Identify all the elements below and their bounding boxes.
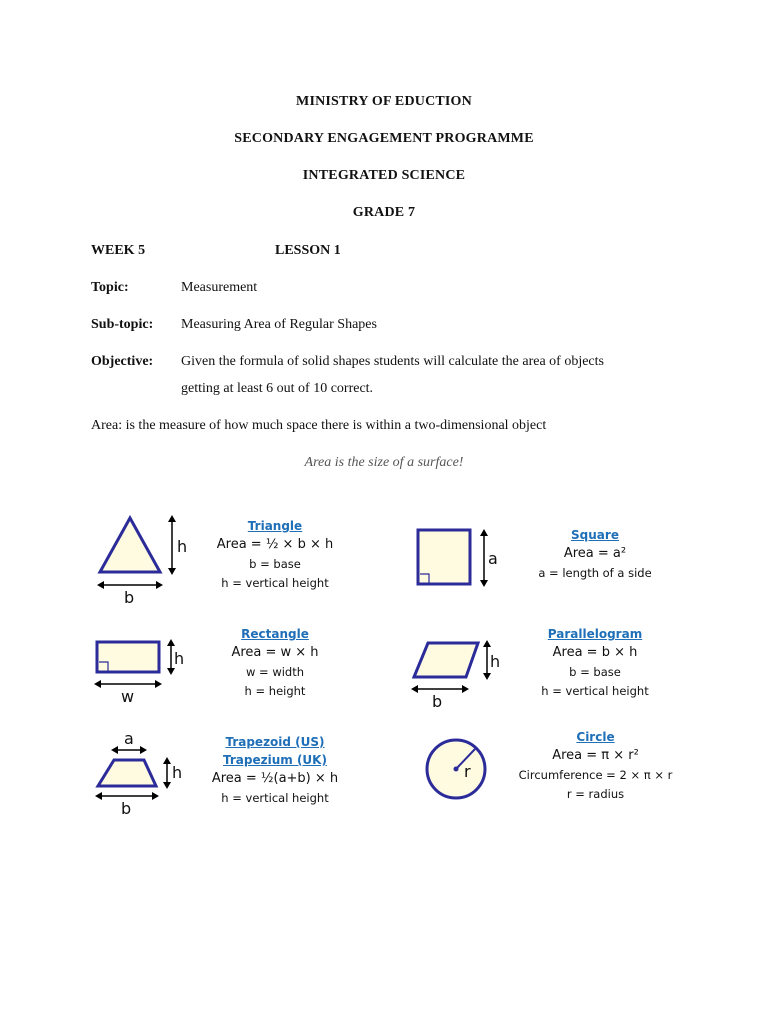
rectangle-caption bbox=[200, 625, 350, 701]
circle-name: Circle bbox=[576, 730, 615, 744]
subtopic-label: Sub-topic: bbox=[91, 317, 154, 332]
header-ministry: MINISTRY OF EDUCTION bbox=[296, 94, 472, 109]
circle-caption bbox=[508, 728, 683, 804]
objective-line-2: getting at least 6 out of 10 correct. bbox=[181, 381, 374, 396]
area-tagline: Area is the size of a surface! bbox=[304, 455, 464, 470]
triangle-formula: Area = ½ × b × h bbox=[216, 537, 334, 552]
rectangle-name: Rectangle bbox=[241, 627, 309, 641]
rectangle-var-w: w = width bbox=[245, 665, 305, 679]
parallelogram-var-b: b = base bbox=[569, 665, 621, 679]
shapes-panel bbox=[0, 500, 768, 830]
trapezoid-name-uk: Trapezium (UK) bbox=[223, 753, 327, 767]
parallelogram-name: Parallelogram bbox=[547, 627, 643, 641]
circle-figure bbox=[420, 734, 500, 804]
square-figure bbox=[410, 522, 505, 592]
objective-line-1: Given the formula of solid shapes students will calculate the area of objects bbox=[181, 354, 604, 369]
triangle-caption bbox=[200, 517, 350, 593]
circle-var-r: r = radius bbox=[566, 787, 625, 801]
area-definition: Area: is the measure of how much space there is within a two-dimensional object bbox=[91, 418, 547, 433]
trapezoid-figure bbox=[92, 728, 192, 818]
circle-formula: Area = π × r² bbox=[552, 748, 639, 763]
header-grade: GRADE 7 bbox=[352, 205, 416, 220]
square-formula: Area = a² bbox=[563, 546, 627, 561]
trapezoid-caption bbox=[200, 733, 350, 808]
trapezoid-dim-h: h bbox=[172, 763, 183, 782]
trapezoid-dim-a: a bbox=[124, 729, 134, 748]
triangle-figure bbox=[92, 510, 192, 605]
parallelogram-formula: Area = b × h bbox=[552, 645, 638, 660]
rectangle-figure bbox=[92, 632, 192, 707]
lesson-label: LESSON 1 bbox=[275, 243, 341, 258]
parallelogram-caption bbox=[515, 625, 675, 701]
square-dim-a: a bbox=[488, 549, 498, 568]
trapezoid-dim-b: b bbox=[121, 799, 132, 818]
square-caption bbox=[515, 526, 675, 583]
rectangle-dim-w: w bbox=[121, 687, 135, 706]
header-subject: INTEGRATED SCIENCE bbox=[302, 168, 466, 183]
trapezoid-formula: Area = ½(a+b) × h bbox=[211, 771, 339, 786]
rectangle-formula: Area = w × h bbox=[231, 645, 319, 660]
trapezoid-name-us: Trapezoid (US) bbox=[225, 735, 325, 749]
trapezoid-var-h: h = vertical height bbox=[221, 791, 329, 805]
triangle-var-b: b = base bbox=[249, 557, 301, 571]
topic-value: Measurement bbox=[181, 280, 258, 295]
circle-circumference: Circumference = 2 × π × r bbox=[518, 768, 673, 782]
parallelogram-var-h: h = vertical height bbox=[541, 684, 649, 698]
rectangle-dim-h: h bbox=[174, 649, 185, 668]
parallelogram-figure bbox=[408, 635, 508, 710]
objective-label: Objective: bbox=[91, 354, 154, 369]
rectangle-var-h: h = height bbox=[244, 684, 306, 698]
subtopic-value: Measuring Area of Regular Shapes bbox=[181, 317, 377, 332]
circle-dim-r: r bbox=[464, 762, 471, 781]
parallelogram-dim-b: b bbox=[432, 692, 443, 710]
square-name: Square bbox=[571, 528, 619, 542]
triangle-dim-h: h bbox=[177, 537, 188, 556]
triangle-dim-b: b bbox=[124, 588, 135, 605]
parallelogram-dim-h: h bbox=[490, 652, 501, 671]
header-programme: SECONDARY ENGAGEMENT PROGRAMME bbox=[234, 131, 534, 146]
triangle-name: Triangle bbox=[247, 519, 303, 533]
topic-label: Topic: bbox=[91, 280, 129, 295]
square-var-a: a = length of a side bbox=[538, 566, 652, 580]
week-label: WEEK 5 bbox=[91, 243, 146, 258]
triangle-var-h: h = vertical height bbox=[221, 576, 329, 590]
